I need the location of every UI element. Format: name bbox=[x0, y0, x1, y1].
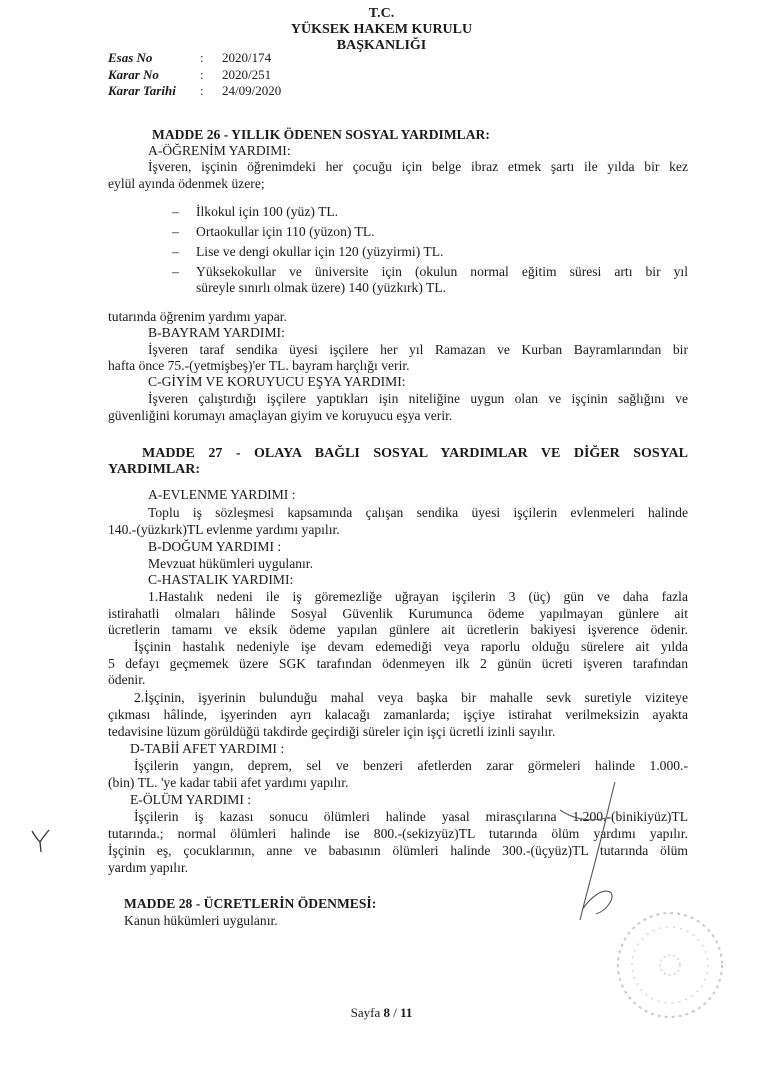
paragraph-line: çıkması hâlinde, işyerinden ayrı kalacağı zamanlarda; işçiye istirahat verilmeksizin ayakta bbox=[108, 707, 688, 722]
paragraph-line: tedavisine lüzum görüldüğü takdirde geçirdiği süreler için işçi ücretli izinli sayılır. bbox=[108, 724, 556, 739]
paragraph-line: hafta önce 75.-(yetmişbeş)'er TL. bayram harçlığı verir. bbox=[108, 358, 410, 373]
paragraph-line: 2.İşçinin, işyerinin bulunduğu mahal veya başka bir mahalle sevk suretiyle viziteye bbox=[134, 690, 688, 705]
paragraph-line: eylül ayında ödenmek üzere; bbox=[108, 176, 265, 191]
section-heading: B-BAYRAM YARDIMI: bbox=[148, 325, 285, 340]
section-heading: E-ÖLÜM YARDIMI : bbox=[130, 792, 252, 807]
paragraph-line: Toplu iş sözleşmesi kapsamında çalışan sendika üyesi işçilerin evlenmeleri halinde bbox=[148, 505, 688, 520]
section-heading: A-ÖĞRENİM YARDIMI: bbox=[148, 143, 291, 158]
paragraph-line: Kanun hükümleri uygulanır. bbox=[124, 913, 278, 928]
page-separator: / bbox=[389, 1005, 401, 1020]
meta-label: Esas No bbox=[108, 50, 153, 65]
list-item: İlkokul için 100 (yüz) TL. bbox=[196, 204, 339, 219]
paragraph-line: yardım yapılır. bbox=[108, 860, 189, 875]
dash-bullet: – bbox=[172, 264, 179, 279]
article-26-title: MADDE 26 - YILLIK ÖDENEN SOSYAL YARDIMLAR: bbox=[152, 127, 490, 142]
paragraph-line: İşveren çalıştırdığı işçilere yaptıkları işin niteliğine uygun olan ve işçinin sağlığını ve bbox=[148, 391, 688, 406]
paragraph-line: 140.-(yüzkırk)TL evlenme yardımı yapılır. bbox=[108, 522, 340, 537]
paragraph-line: tutarında öğrenim yardımı yapar. bbox=[108, 309, 287, 324]
list-item: Lise ve dengi okullar için 120 (yüzyirmi) TL. bbox=[196, 244, 444, 259]
paragraph-line: istirahatli olmaları hâlinde Sosyal Güvenlik Kurumunca ödeme yapılmayan günlere ait bbox=[108, 606, 688, 621]
page-label: Sayfa bbox=[350, 1005, 384, 1020]
faded-stamp-icon bbox=[590, 905, 750, 1025]
paragraph-line: İşçilerin yangın, deprem, sel ve benzeri afetlerden zarar görmeleri halinde 1.000.- bbox=[134, 758, 688, 773]
dash-bullet: – bbox=[172, 204, 179, 219]
paragraph-line: İşçinin eş, çocuklarının, anne ve babasının ölümleri halinde 300.-(üçyüz)TL tutarında ölüm bbox=[108, 843, 688, 858]
header-institution: YÜKSEK HAKEM KURULU bbox=[290, 22, 473, 37]
header-tc: T.C. bbox=[368, 6, 395, 21]
list-item: Yüksekokullar ve üniversite için (okulun normal eğitim süresi artı bir yıl bbox=[196, 264, 688, 279]
paragraph-line: 5 defayı geçmemek üzere SGK tarafından ödenmeyen ilk 2 günün ücreti işveren tarafından bbox=[108, 656, 688, 671]
meta-row-karar bbox=[108, 67, 281, 84]
dash-bullet: – bbox=[172, 244, 179, 259]
paragraph-line: ödenir. bbox=[108, 672, 146, 687]
paragraph-line: İşveren, işçinin öğrenimdeki her çocuğu için belge ibraz etmek şartı ile yılda bir kez bbox=[148, 159, 688, 174]
meta-label: Karar Tarihi bbox=[108, 83, 176, 98]
paragraph-line: 1.Hastalık nedeni ile iş göremezliğe uğrayan işçilerin 3 (üç) gün ve daha fazla bbox=[148, 589, 688, 604]
list-item-continuation: süreyle sınırlı olmak üzere) 140 (yüzkırk) TL. bbox=[196, 280, 447, 295]
section-heading: C-GİYİM VE KORUYUCU EŞYA YARDIMI: bbox=[148, 374, 406, 389]
paragraph-line: İşçilerin iş kazası sonucu ölümleri halinde yasal mirasçılarına 1.200.-(binikiyüz)TL bbox=[134, 809, 688, 824]
page-current: 8 bbox=[383, 1005, 390, 1020]
paragraph-line: İşveren taraf sendika üyesi işçilere her yıl Ramazan ve Kurban Bayramlarından bir bbox=[148, 342, 688, 357]
paragraph-line: tutarında.; normal ölümleri halinde ise 800.-(sekizyüz)TL tutarında ölüm yardımı yapılır. bbox=[108, 826, 688, 841]
case-meta bbox=[108, 50, 281, 100]
section-heading: A-EVLENME YARDIMI : bbox=[148, 487, 296, 502]
article-27-title-cont: YARDIMLAR: bbox=[108, 462, 201, 477]
paragraph-line: İşçinin hastalık nedeniyle işe devam edemediği veya raporlu olduğu sürelere ait yılda bbox=[134, 639, 688, 654]
meta-value: 24/09/2020 bbox=[222, 83, 282, 98]
header-presidency: BAŞKANLIĞI bbox=[336, 38, 427, 53]
article-27-title: MADDE 27 - OLAYA BAĞLI SOSYAL YARDIMLAR VE DİĞER SOSYAL bbox=[142, 446, 688, 461]
section-heading: B-DOĞUM YARDIMI : bbox=[148, 539, 282, 554]
meta-row-tarih bbox=[108, 83, 281, 100]
paragraph-line: Mevzuat hükümleri uygulanır. bbox=[148, 556, 313, 571]
meta-colon: : bbox=[200, 50, 204, 65]
meta-colon: : bbox=[200, 83, 204, 98]
article-28-title: MADDE 28 - ÜCRETLERİN ÖDENMESİ: bbox=[124, 896, 377, 911]
meta-row-esas bbox=[108, 50, 281, 67]
margin-checkmark-icon bbox=[30, 828, 52, 854]
meta-label: Karar No bbox=[108, 66, 159, 82]
paragraph-line: (bin) TL. 'ye kadar tabii afet yardımı yapılır. bbox=[108, 775, 349, 790]
meta-value: 2020/174 bbox=[222, 50, 272, 65]
dash-bullet: – bbox=[172, 224, 179, 239]
page-total: 11 bbox=[400, 1005, 413, 1020]
paragraph-line: ücretlerin tamamı ve eksik ödeme yapılan günlere ait ücretlerin bakiyesi işverence ödenir. bbox=[108, 622, 688, 637]
section-heading: C-HASTALIK YARDIMI: bbox=[148, 572, 294, 587]
meta-colon: : bbox=[200, 66, 204, 82]
list-item: Ortaokullar için 110 (yüzon) TL. bbox=[196, 224, 375, 239]
meta-value: 2020/251 bbox=[222, 66, 272, 82]
section-heading: D-TABİİ AFET YARDIMI : bbox=[130, 741, 285, 756]
paragraph-line: güvenliğini korumayı amaçlayan giyim ve koruyucu eşya verir. bbox=[108, 408, 453, 423]
